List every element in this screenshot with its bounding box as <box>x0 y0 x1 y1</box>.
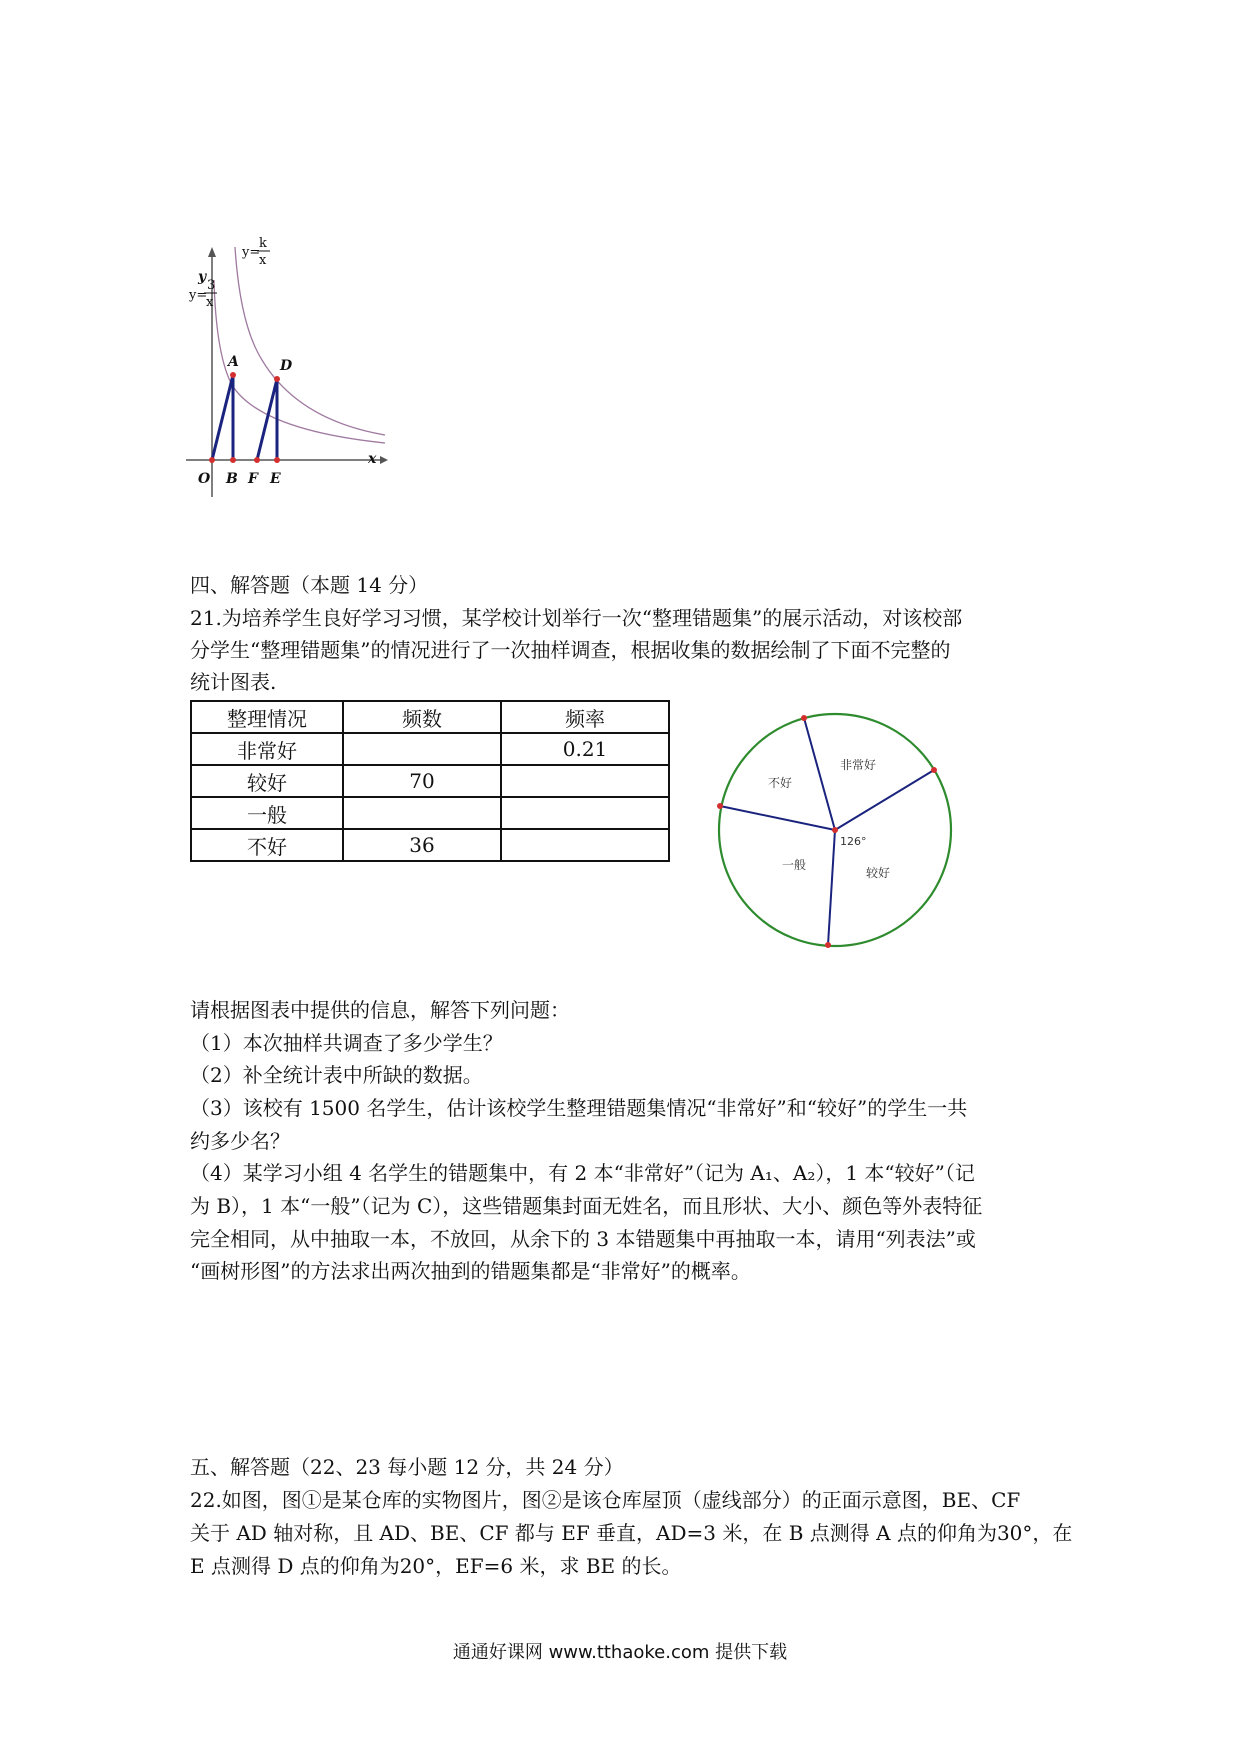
pie-point <box>825 942 831 948</box>
pie-radius-right <box>835 770 934 830</box>
pie-diagram <box>710 705 960 955</box>
table-cell: 非常好 <box>191 733 343 765</box>
table-row <box>191 829 669 861</box>
point-A-dot <box>230 372 236 378</box>
curve-k-label-den: x <box>259 253 267 268</box>
y-axis-arrow <box>208 247 216 257</box>
pie-label-very-good: 非常好 <box>840 758 877 772</box>
pie-radius-top <box>804 718 835 830</box>
table-header: 频数 <box>343 701 501 733</box>
table-cell: 不好 <box>191 829 343 861</box>
point-E-dot <box>274 457 280 463</box>
questions-intro: 请根据图表中提供的信息，解答下列问题： <box>190 998 570 1022</box>
point-F-dot <box>254 457 260 463</box>
inverse-function-graph <box>180 235 400 500</box>
table-cell: 70 <box>343 765 501 797</box>
table-cell: 较好 <box>191 765 343 797</box>
segment-FD <box>257 379 277 460</box>
curve-3-over-x <box>214 280 385 443</box>
section5-heading: 五、解答题（22、23 每小题 12 分，共 24 分） <box>190 1455 624 1479</box>
point-D-label: D <box>280 358 293 374</box>
point-D-dot <box>274 376 280 382</box>
axis-y-label: y <box>198 269 207 285</box>
pie-radius-left <box>720 806 835 830</box>
question-4-line-2: 为 B），1 本“一般”（记为 C），这些错题集封面无姓名，而且形状、大小、颜色等外表特征 <box>190 1194 983 1218</box>
q21-line-2: 分学生“整理错题集”的情况进行了一次抽样调查，根据收集的数据绘制了下面不完整的 <box>190 638 951 662</box>
table-cell <box>501 829 669 861</box>
question-1: （1）本次抽样共调查了多少学生？ <box>190 1031 503 1055</box>
point-O-label: O <box>198 471 211 487</box>
pie-point <box>801 715 807 721</box>
q21-line-3: 统计图表. <box>190 670 277 694</box>
point-A-label: A <box>228 354 239 370</box>
table-row <box>191 765 669 797</box>
curve-k-over-x <box>235 247 385 435</box>
point-B-label: B <box>226 471 238 487</box>
curve-k-label-lhs: y= <box>242 245 261 260</box>
table-header-row <box>191 701 669 733</box>
statistics-table <box>190 700 670 862</box>
question-2: （2）补全统计表中所缺的数据。 <box>190 1063 483 1087</box>
table-cell <box>343 797 501 829</box>
pie-label-average: 一般 <box>782 858 807 872</box>
table-cell: 36 <box>343 829 501 861</box>
curve-3-label-lhs: y= <box>189 288 208 303</box>
page-footer: 通通好课网 www.tthaoke.com 提供下载 <box>452 1642 788 1663</box>
axis-x-label: x <box>368 451 377 467</box>
question-4-line-1: （4）某学习小组 4 名学生的错题集中，有 2 本“非常好”（记为 A₁、A₂），1 本“较好”（记 <box>190 1161 975 1185</box>
q21-line-1: 21.为培养学生良好学习习惯，某学校计划举行一次“整理错题集”的展示活动，对该校部 <box>190 606 963 630</box>
pie-point <box>717 803 723 809</box>
table-cell <box>501 797 669 829</box>
q22-line-2: 关于 AD 轴对称，且 AD、BE、CF 都与 EF 垂直，AD=3 米，在 B 点测得 A 点的仰角为30°，在 <box>190 1521 1073 1545</box>
pie-label-angle: 126° <box>840 835 867 848</box>
pie-radius-bottom <box>828 830 835 945</box>
q22-line-1: 22.如图，图①是某仓库的实物图片，图②是该仓库屋顶（虚线部分）的正面示意图，BE、CF <box>190 1488 1021 1512</box>
point-E-label: E <box>270 471 281 487</box>
curve-3-label-den: x <box>206 295 214 310</box>
table-cell <box>501 765 669 797</box>
curve-3-label-num: 3 <box>207 278 216 293</box>
table-row <box>191 733 669 765</box>
point-F-label: F <box>248 471 258 487</box>
question-4-line-4: “画树形图”的方法求出两次抽到的错题集都是“非常好”的概率。 <box>190 1259 751 1283</box>
q22-line-3: E 点测得 D 点的仰角为20°，EF=6 米，求 BE 的长。 <box>190 1554 682 1578</box>
table-cell: 0.21 <box>501 733 669 765</box>
point-B-dot <box>230 457 236 463</box>
pie-point <box>832 827 838 833</box>
pie-point <box>931 767 937 773</box>
pie-label-good: 较好 <box>866 866 891 880</box>
question-3-line-2: 约多少名？ <box>190 1129 290 1153</box>
table-cell <box>343 733 501 765</box>
x-axis-arrow <box>380 456 388 464</box>
table-header: 频率 <box>501 701 669 733</box>
curve-k-label-num: k <box>259 236 267 251</box>
segment-OA <box>212 375 233 460</box>
table-header: 整理情况 <box>191 701 343 733</box>
question-4-line-3: 完全相同，从中抽取一本，不放回，从余下的 3 本错题集中再抽取一本，请用“列表法”或 <box>190 1227 976 1251</box>
section4-heading: 四、解答题（本题 14 分） <box>190 573 429 597</box>
point-O-dot <box>209 457 215 463</box>
question-3-line-1: （3）该校有 1500 名学生，估计该校学生整理错题集情况“非常好”和“较好”的学生一共 <box>190 1096 968 1120</box>
pie-label-not-good: 不好 <box>768 776 793 790</box>
table-cell: 一般 <box>191 797 343 829</box>
table-row <box>191 797 669 829</box>
